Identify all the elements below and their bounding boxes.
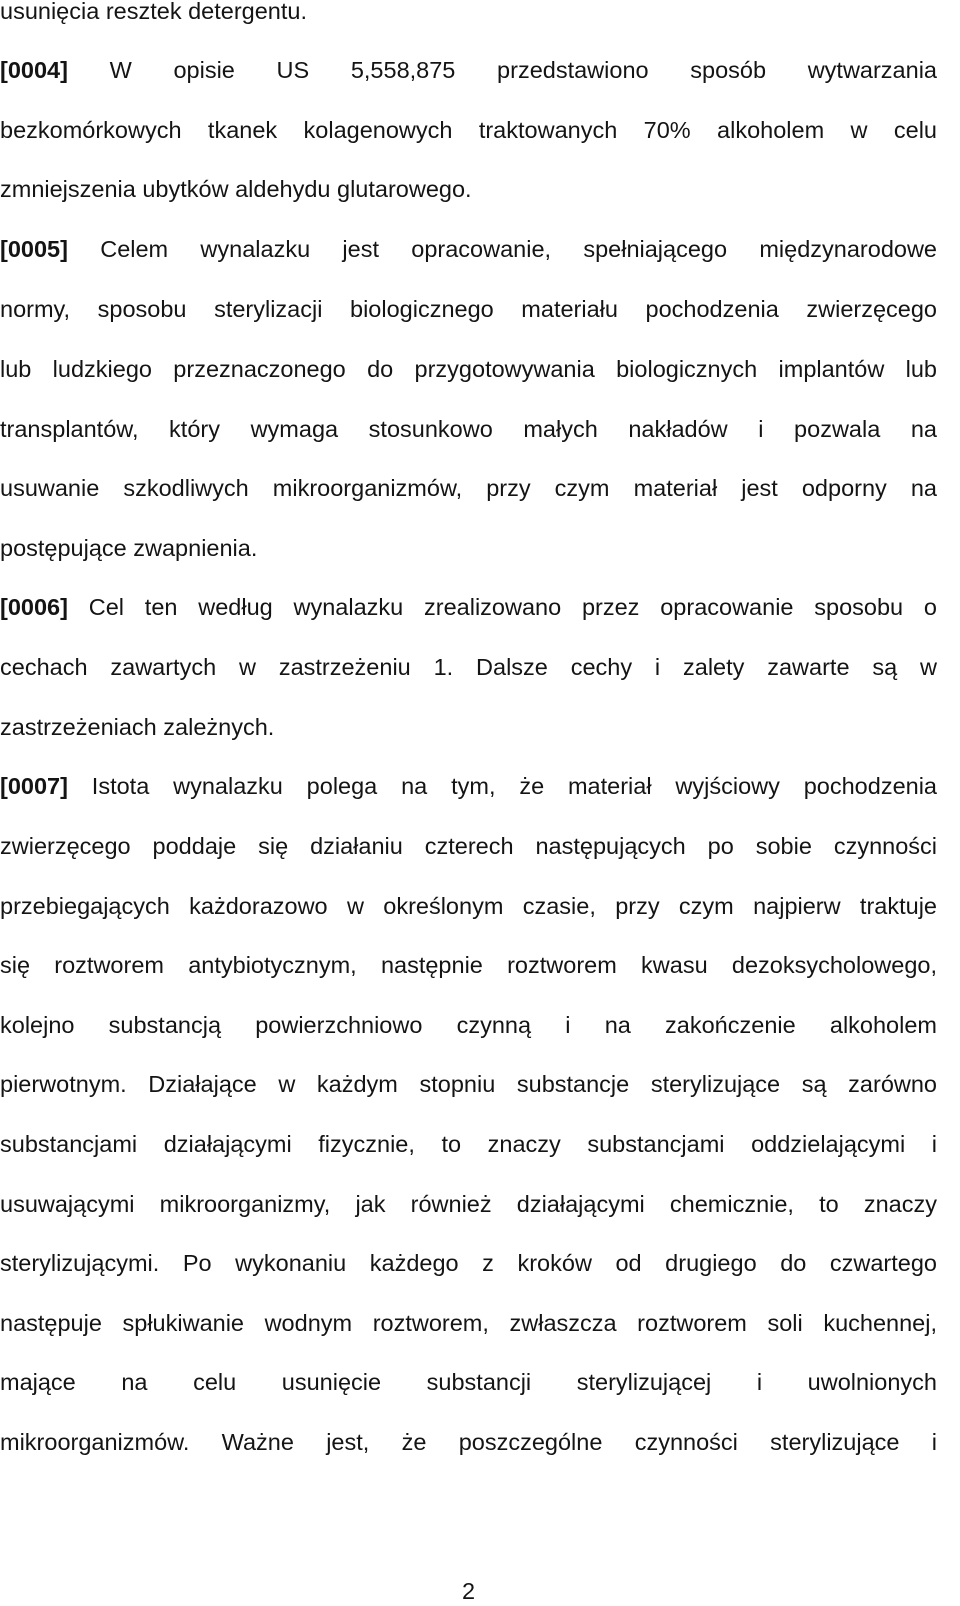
text-line: [0006] Cel ten według wynalazku zrealizowano przez opracowanie sposobu o bbox=[0, 594, 937, 620]
text-line: [0007] Istota wynalazku polega na tym, że materiał wyjściowy pochodzenia bbox=[0, 773, 937, 799]
text-line: postępujące zwapnienia. bbox=[0, 535, 258, 561]
text-line: zmniejszenia ubytków aldehydu glutarowego. bbox=[0, 176, 472, 202]
text-line: bezkomórkowych tkanek kolagenowych traktowanych 70% alkoholem w celu bbox=[0, 117, 937, 143]
paragraph-number: [0007] bbox=[0, 773, 68, 799]
paragraph-number: [0006] bbox=[0, 594, 68, 620]
text-line: przebiegających każdorazowo w określonym czasie, przy czym najpierw traktuje bbox=[0, 893, 937, 919]
text-line: się roztworem antybiotycznym, następnie roztworem kwasu dezoksycholowego, bbox=[0, 952, 937, 978]
paragraph-number: [0004] bbox=[0, 57, 68, 83]
text-line: następuje spłukiwanie wodnym roztworem, zwłaszcza roztworem soli kuchennej, bbox=[0, 1310, 937, 1336]
text-line: mikroorganizmów. Ważne jest, że poszczególne czynności sterylizujące i bbox=[0, 1429, 937, 1455]
text-line: usunięcia resztek detergentu. bbox=[0, 0, 307, 24]
text-line: zwierzęcego poddaje się działaniu czterech następujących po sobie czynności bbox=[0, 833, 937, 859]
text-line: usuwanie szkodliwych mikroorganizmów, przy czym materiał jest odporny na bbox=[0, 475, 937, 501]
text-line: transplantów, który wymaga stosunkowo małych nakładów i pozwala na bbox=[0, 416, 937, 442]
text-line: zastrzeżeniach zależnych. bbox=[0, 714, 275, 740]
text-line: sterylizującymi. Po wykonaniu każdego z kroków od drugiego do czwartego bbox=[0, 1250, 937, 1276]
text-line: pierwotnym. Działające w każdym stopniu substancje sterylizujące są zarówno bbox=[0, 1071, 937, 1097]
text-line: cechach zawartych w zastrzeżeniu 1. Dalsze cechy i zalety zawarte są w bbox=[0, 654, 937, 680]
text-line: [0005] Celem wynalazku jest opracowanie, spełniającego międzynarodowe bbox=[0, 236, 937, 262]
text-line: mające na celu usunięcie substancji sterylizującej i uwolnionych bbox=[0, 1369, 937, 1395]
text-line: usuwającymi mikroorganizmy, jak również działającymi chemicznie, to znaczy bbox=[0, 1191, 937, 1217]
text-line: [0004] W opisie US 5,558,875 przedstawiono sposób wytwarzania bbox=[0, 57, 937, 83]
paragraph-number: [0005] bbox=[0, 236, 68, 262]
page-number: 2 bbox=[461, 1578, 476, 1604]
text-line: kolejno substancją powierzchniowo czynną i na zakończenie alkoholem bbox=[0, 1012, 937, 1038]
text-line: substancjami działającymi fizycznie, to znaczy substancjami oddzielającymi i bbox=[0, 1131, 937, 1157]
text-line: lub ludzkiego przeznaczonego do przygotowywania biologicznych implantów lub bbox=[0, 356, 937, 382]
text-line: normy, sposobu sterylizacji biologicznego materiału pochodzenia zwierzęcego bbox=[0, 296, 937, 322]
